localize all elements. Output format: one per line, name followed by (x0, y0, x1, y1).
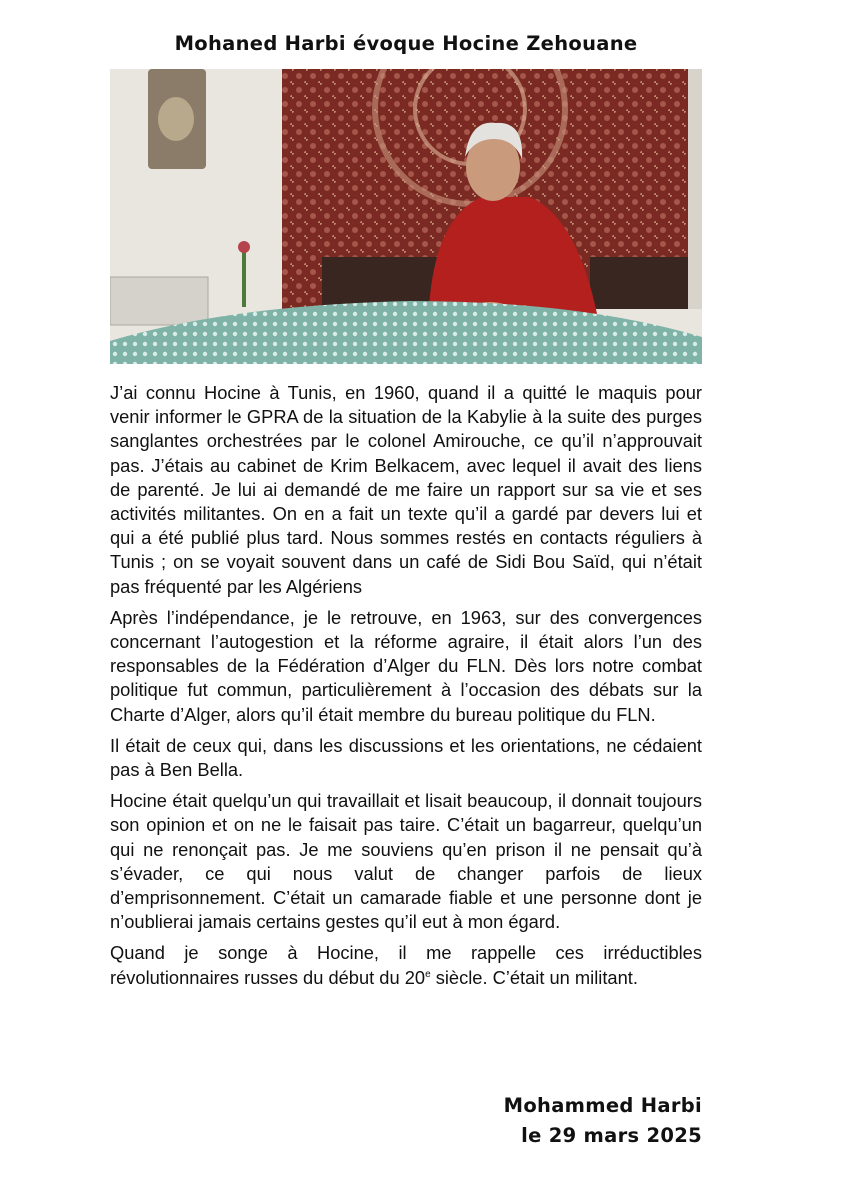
paragraph: Hocine était quelqu’un qui travaillait et lisait beaucoup, il donnait toujours son opinion et on ne le faisait pas taire. C’était un bagarreur, quelqu’un qui ne renonçait pas. Je me souviens qu’en prison il ne pensait qu’à s’évader, ce qui nous valut de changer parfois de lieux d’emprisonnement. C’était un camarade fiable et une personne dont je n’oublierai jamais certains gestes qu’il eut à mon égard. (110, 790, 702, 933)
paragraph-last-before: Quand je songe à Hocine, il me rappelle ces irréductibles révolutionnaires russes du début du 20 (110, 942, 702, 988)
paragraph: Il était de ceux qui, dans les discussions et les orientations, ne cédaient pas à Ben Bella. (110, 734, 702, 781)
signature-date: le 29 mars 2025 (521, 1124, 702, 1147)
article-title: Mohaned Harbi évoque Hocine Zehouane (174, 32, 638, 55)
paragraph-last-after: siècle. C’était un militant. (430, 966, 638, 988)
article-body (110, 381, 702, 997)
signature-block (504, 1091, 702, 1151)
paragraph: J’ai connu Hocine à Tunis, en 1960, quand il a quitté le maquis pour venir informer le GPRA de la situation de la Kabylie à la suite des purges sanglantes orchestrées par le colonel Amirouche, ce qu’il n’approuvait pas. J’étais au cabinet de Krim Belkacem, avec lequel il avait des liens de parenté. Je lui ai demandé de me faire un rapport sur sa vie et ses activités militantes. On en a fait un texte qu’il a gardé par devers lui et qui a été publié plus tard. Nous sommes restés en contacts réguliers à Tunis ; on se voyait souvent dans un café de Sidi Bou Saïd, qui n’était pas fréquenté par les Algériens (110, 382, 702, 597)
superscript: e (425, 968, 431, 980)
paragraph: Après l’indépendance, je le retrouve, en 1963, sur des convergences concernant l’autogestion et la réforme agraire, il était alors l’un des responsables de la Fédération d’Alger du FLN. Dès lors notre combat politique fut commun, particulièrement à l’occasion des débats sur la Charte d’Alger, alors qu’il était membre du bureau politique du FLN. (110, 606, 702, 725)
author-name: Mohammed Harbi (503, 1094, 702, 1117)
portrait-photo (110, 69, 702, 364)
paragraph-last (110, 941, 702, 989)
